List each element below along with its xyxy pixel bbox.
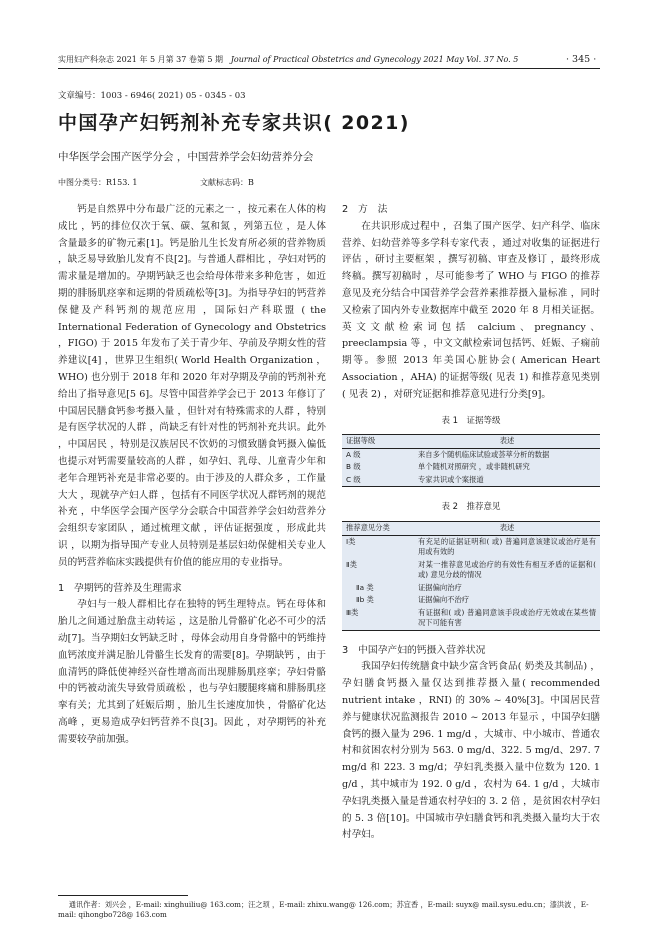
- table-row: C 级 专家共识或个案报道: [342, 474, 600, 487]
- evidence-level-table: [342, 434, 600, 487]
- recommendation-table: [342, 521, 600, 631]
- table-row: Ⅲ类 有证据和( 或) 普遍同意该手段或治疗无效或在某些情况下可能有害: [342, 607, 600, 631]
- page-number: · 345 ·: [566, 54, 597, 65]
- table-header-desc: 表述: [414, 435, 600, 449]
- article-number: 文章编号：1003 - 6946( 2021) 05 - 0345 - 03: [58, 91, 246, 101]
- table-header-class: 推荐意见分类: [342, 522, 414, 536]
- table-row: Ⅱ类 对某一推荐意见或治疗的有效性有相互矛盾的证据和( 或) 意见分歧的情况: [346, 559, 596, 580]
- table-row: Ⅱa 类 证据偏向治疗: [356, 582, 462, 592]
- header-rule: [58, 68, 600, 69]
- intro-paragraph: 钙是自然界中分布最广泛的元素之一 ，按元素在人体的构成比 ，钙的排位仅次于氧、碳、氢和氮 ，列第五位 ，是人体含量最多的矿物元素[1]。钙是胎儿生长发育所必须的营养物质 ，缺乏易导致胎儿发育不良[2]。与普通人群相比 ，孕妇对钙的需求量是增加的。孕期钙缺乏也会给母体带来多种危害 ，如近期的腓肠肌痉挛和远期的骨质疏松等[3]。为指导孕妇的钙营养保健及产科钙剂的规范应用 ，国际妇产科联盟 ( the International Federation of Gynecology and Obstetrics ，FIGO) 于 2015 年发布了关于青少年、孕前及孕期女性的营养建议[4] ，世界卫生组织( World Health Organization ，WHO) 也分别于 2018 年和 2020 年对孕期及孕前的钙剂补充给出了指导意见[5 6]。尽管中国营养学会已于 2013 年修订了中国居民膳食钙参考摄入量 ，但针对有特殊需求的人群 ，特别是有医学状况的人群 ，尚缺乏有针对性的钙剂补充共识。此外 ，中国居民 ，特别是汉族居民不饮奶的习惯致膳食钙摄入偏低也提示对钙需要量较高的人群 ，如孕妇、乳母、儿童青少年和老年合理钙补充是非常必要的。由于涉及的人群众多 ，工作量大大 ，现就孕产妇人群 ，包括有不同医学状况人群钙剂的规范补充 ，中华医学会围产医学分会联合中国营养学会妇幼营养分会组织专家团队 ，通过梳理文献 ，评估证据强度 ，形成此共识 ，以期为指导围产专业人员特别是基层妇幼保健相关专业人员的钙营养临床实践提供有价值的能应用的专业指导。: [58, 204, 326, 568]
- section-2-paragraph: 在共识形成过程中 ，召集了围产医学、妇产科学、临床营养、妇幼营养等多学科专家代表 ，通过对收集的证据进行评估 ，研讨主要框架 ，撰写初稿、审查及修订 ，最终形成终稿。撰写初稿时 ，尽可能参考了 WHO 与 FIGO 的推荐意见及充分结合中国营养学会营养素推荐摄入量标准 ，同时又检索了国内外专业数据库中截至 2020 年 8 月相关证据。英文文献检索词包括 calcium、pregnancy、preeclampsia 等 ，中文文献检索词包括钙、妊娠、子痫前期等。参照 2013 年美国心脏协会( American Heart Association ，AHA) 的证据等级( 见表 1) 和推荐意见类别( 见表 2) ，对研究证据和推荐意见进行分类[9]。: [342, 220, 600, 400]
- section-1-heading: 1 孕期钙的营养及生理需求: [58, 582, 182, 594]
- table-row: B 级 单个随机对照研究 ，或非随机研究: [346, 462, 530, 472]
- table-header-desc: 表述: [414, 522, 600, 536]
- table-row: Ⅰ类 有充足的证据证明和( 或) 普遍同意该建议或治疗是有用或有效的: [346, 536, 596, 557]
- running-header: [58, 55, 518, 65]
- section-3-paragraph: 我国孕妇传统膳食中缺少富含钙食品( 奶类及其制品) ，孕妇膳食钙摄入量仅达到推荐摄入量( recommended nutrient intake ，RNI) 的 30% ~ 40%[3]。中国居民营养与健康状况监测报告 2010 ~ 2013 年显示 ，中国孕妇膳食钙的摄入量为 296. 1 mg/d ，大城市、中小城市、普通农村和贫困农村分别为 563. 0 mg/d、322. 5 mg/d、297. 7 mg/d 和 223. 3 mg/d；孕妇乳类摄入量中位数为 120. 1 g/d ，其中城市为 192. 0 g/d ，农村为 64. 1 g/d ，大城市孕妇乳类摄入量是普通农村孕妇的 3. 2 倍 ，是贫困农村孕妇的 5. 3 倍[10]。中国城市孕妇膳食钙和乳类摄入量均大于农村孕妇。: [342, 661, 600, 841]
- table-row: A 级 来自多个随机临床试验或荟萃分析的数据: [346, 449, 550, 459]
- footnote-rule: [58, 895, 188, 896]
- authors: 中华医学会围产医学分会 ，中国营养学会妇幼营养分会: [58, 151, 314, 163]
- table-1-caption: 表 1 证据等级: [441, 415, 501, 426]
- table-row: Ⅱb 类 证据偏向不治疗: [356, 595, 470, 605]
- document-code: 文献标志码：B: [200, 178, 254, 187]
- table-header-grade: 证据等级: [342, 435, 414, 449]
- section-2-heading: 2 方 法: [342, 204, 388, 215]
- table-2-caption: 表 2 推荐意见: [441, 502, 501, 513]
- left-column: [58, 202, 326, 749]
- section-3-heading: 3 中国孕产妇的钙摄入营养状况: [342, 644, 486, 656]
- classification-number: 中图分类号：R153. 1: [58, 178, 138, 187]
- corresponding-authors-footnote: 通讯作者：刘兴会 ，E-mail: xinghuiliu@ 163.com；汪之顼 ，E-mail: zhixu.wang@ 126.com；苏宜香 ，E-mail: suyx@ mail.sysu.edu.cn；漆洪波 ，E-mail: qihongbo728@ 163.com: [58, 900, 589, 919]
- right-column: [342, 202, 600, 844]
- section-1-paragraph: 孕妇与一般人群相比存在独特的钙生理特点。钙在母体和胎儿之间通过胎盘主动转运 ，这是胎儿骨骼矿化必不可少的活动[7]。当孕期妇女钙缺乏时 ，母体会动用自身骨骼中的钙维持血钙浓度并满足胎儿骨骼生长发育的需要[8]。孕期缺钙 ，由于血清钙的降低使神经兴奋性增高而出现腓肠肌痉挛；孕妇骨骼中的钙被动流失导致骨质疏松 ，也与孕妇腰腿疼痛和腓肠肌痉挛有关；尤其到了妊娠后期 ，胎儿生长速度加快 ，骨骼矿化达高峰 ，更易造成孕妇钙营养不良[3]。因此 ，对孕期钙的补充需要较孕前加强。: [58, 599, 326, 745]
- journal-en: Journal of Practical Obstetrics and Gynecology 2021 May Vol. 37 No. 5: [230, 55, 519, 64]
- article-title: 中国孕产妇钙剂补充专家共识( 2021): [58, 112, 410, 134]
- journal-cn: 实用妇产科杂志 2021 年 5 月第 37 卷第 5 期: [58, 55, 224, 64]
